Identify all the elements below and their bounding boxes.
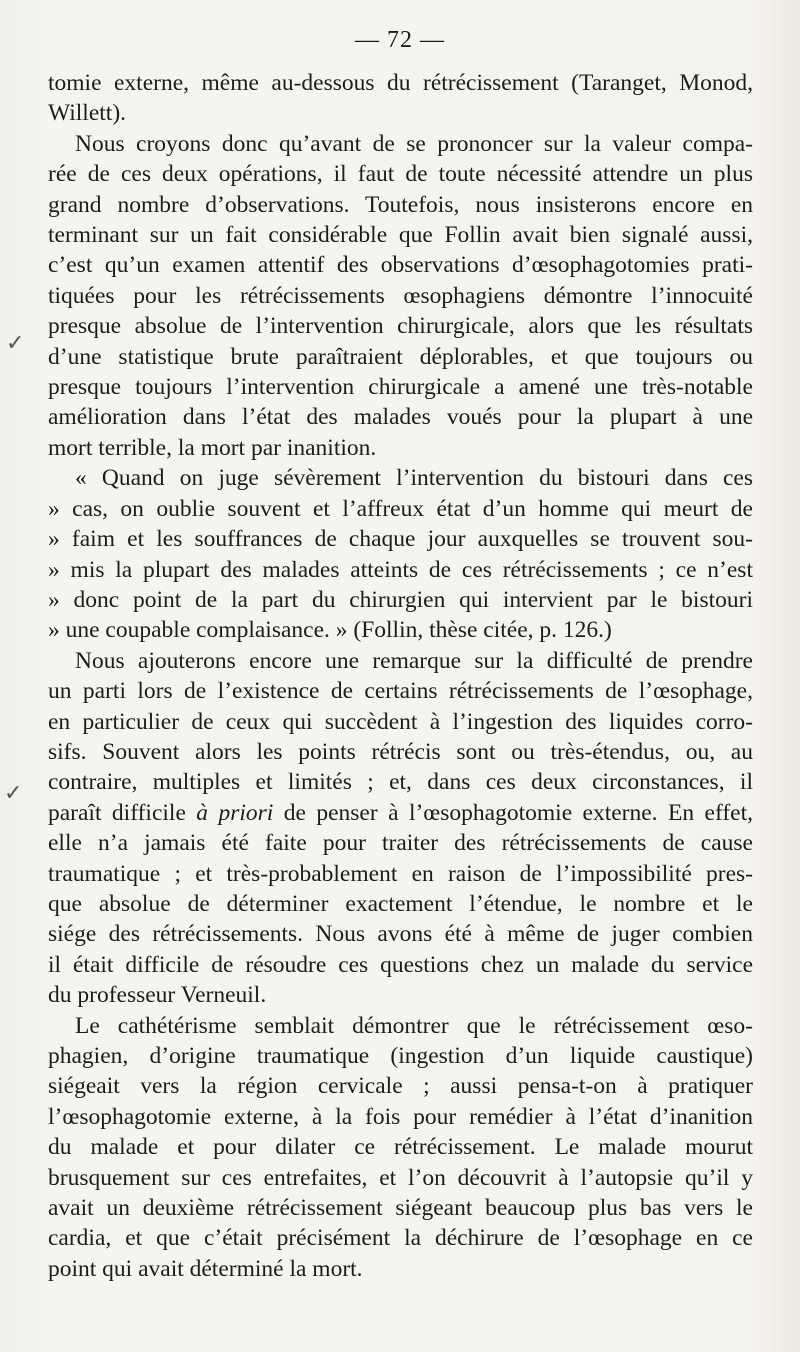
text-line: du professeur Verneuil. xyxy=(48,982,267,1009)
margin-mark: ✓ xyxy=(6,330,25,355)
text-line: » cas, on oublie souvent et l’affreux état d’un homme qui meurt de xyxy=(48,495,753,522)
text-line: Nous ajouterons encore une remarque sur la difficulté de prendre xyxy=(75,647,753,674)
text-line: phagien, d’origine traumatique (ingestion d’un liquide caustique) xyxy=(48,1043,753,1069)
text-line: presque toujours l’intervention chirurgicale a amené une très-notable xyxy=(48,374,753,401)
text-line: que absolue de déterminer exactement l’étendue, le nombre et le xyxy=(48,890,753,917)
body-text xyxy=(48,68,753,1284)
text-line: Nous croyons donc qu’avant de se prononcer sur la valeur compa- xyxy=(75,130,753,157)
text-line: il était difficile de résoudre ces questions chez un malade du service xyxy=(48,951,753,978)
text-line: l’œsophagotomie externe, à la fois pour remédier à l’état d’inanition xyxy=(48,1103,753,1130)
text-line: presque absolue de l’intervention chirurgicale, alors que les résultats xyxy=(48,313,753,340)
text-line: du malade et pour dilater ce rétrécissement. Le malade mourut xyxy=(48,1134,753,1161)
margin-mark: ✓ xyxy=(4,780,23,805)
text-line: « Quand on juge sévèrement l’intervention du bistouri dans ces xyxy=(75,465,753,492)
text-line: contraire, multiples et limités ; et, dans ces deux circonstances, il xyxy=(48,769,753,796)
page-number: — 72 — xyxy=(355,27,445,53)
text-line: mort terrible, la mort par inanition. xyxy=(48,434,377,461)
text-line: » une coupable complaisance. » (Follin, thèse citée, p. 126.) xyxy=(48,617,612,644)
text-line: Le cathétérisme semblait démontrer que le rétrécissement œso- xyxy=(75,1012,753,1039)
text-line: » faim et les souffrances de chaque jour auxquelles se trouvent sou- xyxy=(48,526,753,553)
text-line: » mis la plupart des malades atteints de ces rétrécissements ; ce n’est xyxy=(48,556,753,583)
text-line: brusquement sur ces entrefaites, et l’on découvrit à l’autopsie qu’il y xyxy=(48,1164,753,1191)
text-line: Willett). xyxy=(48,100,127,127)
text-line: paraît difficile à priori de penser à l’œsophagotomie externe. En effet, xyxy=(48,799,753,826)
text-line: » donc point de la part du chirurgien qui intervient par le bistouri xyxy=(48,586,753,613)
text-line: en particulier de ceux qui succèdent à l’ingestion des liquides corro- xyxy=(48,708,753,735)
text-line: elle n’a jamais été faite pour traiter des rétrécissements de cause xyxy=(48,830,753,857)
text-line: point qui avait déterminé la mort. xyxy=(48,1255,363,1282)
text-line: d’une statistique brute paraîtraient déplorables, et que toujours ou xyxy=(48,343,753,370)
text-line: c’est qu’un examen attentif des observations d’œsophagotomies prati- xyxy=(48,252,753,279)
text-line: amélioration dans l’état des malades voués pour la plupart à une xyxy=(48,404,753,431)
text-line: siége des rétrécissements. Nous avons été à même de juger combien xyxy=(48,921,753,948)
text-line: cardia, et que c’était précisément la déchirure de l’œsophage en ce xyxy=(48,1225,753,1252)
text-line: sifs. Souvent alors les points rétrécis sont ou très-étendus, ou, au xyxy=(48,738,753,765)
text-line: tiquées pour les rétrécissements œsophagiens démontre l’innocuité xyxy=(48,282,753,309)
text-line: un parti lors de l’existence de certains rétrécissements de l’œsophage, xyxy=(48,678,753,705)
text-line: siégeait vers la région cervicale ; aussi pensa-t-on à pratiquer xyxy=(48,1073,753,1100)
text-line: tomie externe, même au-dessous du rétrécissement (Taranget, Monod, xyxy=(48,70,753,96)
text-line: avait un deuxième rétrécissement siégeant beaucoup plus bas vers le xyxy=(48,1195,753,1222)
text-line: rée de ces deux opérations, il faut de toute nécessité attendre un plus xyxy=(48,161,753,188)
text-line: traumatique ; et très-probablement en raison de l’impossibilité pres- xyxy=(48,860,753,887)
italic-phrase: à priori xyxy=(196,799,274,826)
text-line: terminant sur un fait considérable que Follin avait bien signalé aussi, xyxy=(48,222,753,249)
text-line: grand nombre d’observations. Toutefois, nous insisterons encore en xyxy=(48,191,753,218)
